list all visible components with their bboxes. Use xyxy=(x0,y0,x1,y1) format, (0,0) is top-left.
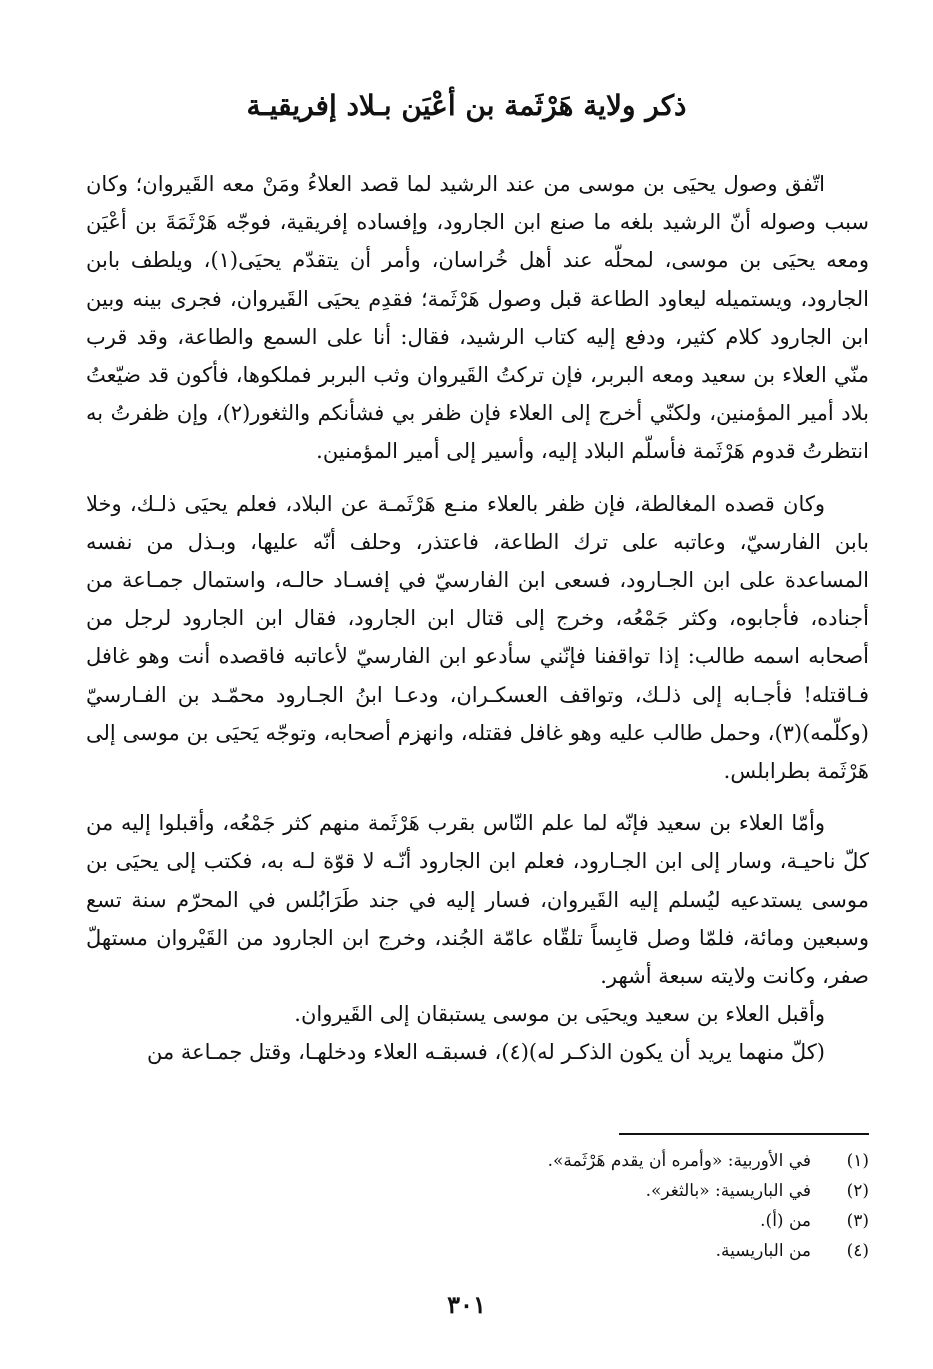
paragraph-4: وأقبل العلاء بن سعيد ويحيَى بن موسى يستبقان إلى القَيروان. xyxy=(294,1002,825,1027)
footnote-3 xyxy=(300,1206,869,1236)
footnote-1 xyxy=(300,1146,869,1176)
footnote-number: (١) xyxy=(846,1151,869,1171)
footnote-text: من الباريسية. xyxy=(715,1241,811,1261)
paragraph-3: وأمّا العلاء بن سعيد فإنّه لما علم النّاس بقرب هَرْثَمة منهم كثر جَمْعُه، وأقبلوا إليه من كلّ ناحيـة، وسار إلى ابن الجـارود، فعلم ابن الجارود أنّـه لا قوّة لـه به، فكتب إلى يحيَى بن موسى يستدعيه ليُسلم إليه القَيروان، فسار إليه في جند طَرَابُلس في المحرّم سنة تسع وسبعين ومائة، فلمّا وصل قابِساً تلقّاه عامّة الجُند، وخرج ابن الجارود من القَيْروان مستهلّ صفر، وكانت ولايته سبعة أشهر. xyxy=(86,811,869,989)
paragraph-2: وكان قصده المغالطة، فإن ظفر بالعلاء منـع هَرْثَمـة عن البلاد، فعلم يحيَى ذلـك، وخلا بابن الفارسيّ، وعاتبه على ترك الطاعة، فاعتذر، وحلف أنّه عليها، وبـذل من نفسه المساعدة على ابن الجـارود، فسعى ابن الفارسيّ في إفسـاد حالـه، واستمال جمـاعة من أجناده، فأجابوه، وكثر جَمْعُه، وخرج إلى قتال ابن الجارود، فقال ابن الجارود لرجل من أصحابه اسمه طالب: إذا تواقفنا فإنّني سأدعو ابن الفارسيّ لأعاتبه فاقصده أنت وهو غافل فـاقتله! فأجـابه إلى ذلـك، وتواقف العسكـران، ودعـا ابنُ الجـارود محمّـد بن الفـارسيّ (وكلّمه)(٣)، وحمل طالب عليه وهو غافل فقتله، وانهزم أصحابه، وتوجّه يَحيَى بن موسى إلى هَرْثَمة بطرابلس. xyxy=(86,491,869,784)
paragraph-1: اتّفق وصول يحيَى بن موسى من عند الرشيد لما قصد العلاءُ ومَنْ معه القَيروان؛ وكان سبب وصوله أنّ الرشيد بلغه ما صنع ابن الجارود، وإفساده إفريقية، فوجّه هَرْثَمَةَ بن أعْيَن ومعه يحيَى بن موسى، لمحلّه عند أهل خُراسان، وأمر أن يتقدّم يحيَى(١)، ويلطف بابن الجارود، ويستميله ليعاود الطاعة قبل وصول هَرْثَمة؛ فقدِم يحيَى القَيروان، فجرى بينه وبين ابن الجارود كلام كثير، ودفع إليه كتاب الرشيد، فقال: أنا على السمع والطاعة، وقد قرب منّي العلاء بن سعيد ومعه البربر، فإن تركتُ القَيروان وثب البربر فملكوها، فأكون قد ضيّعتُ بلاد أمير المؤمنين، ولكنّي أخرج إلى العلاء فإن ظفر بي فشأنكم والثغور(٢)، وإن ظفرتُ به انتظرتُ قدوم هَرْثَمة فأسلّم البلاد إليه، وأسير إلى أمير المؤمنين. xyxy=(86,172,870,464)
footnotes-list xyxy=(300,1146,869,1266)
footnote-2 xyxy=(300,1176,869,1206)
footnote-text: في الباريسية: «بالثغر». xyxy=(645,1181,811,1201)
footnote-number: (٢) xyxy=(846,1181,869,1201)
page-number: ٣٠١ xyxy=(447,1290,486,1319)
body-text xyxy=(86,165,869,1072)
footnote-text: في الأوربية: «وأمره أن يقدم هَرْثَمة». xyxy=(547,1151,811,1171)
footnote-4 xyxy=(300,1236,869,1266)
footnote-divider xyxy=(619,1133,869,1135)
footnote-number: (٤) xyxy=(846,1241,869,1261)
paragraph-5: (كلّ منهما يريد أن يكون الذكـر له)(٤)، فسبقـه العلاء ودخلهـا، وقتل جمـاعة من xyxy=(146,1040,825,1065)
chapter-title: ذكر ولاية هَرْثَمة بن أعْيَن بـلاد إفريقيـة xyxy=(246,89,687,122)
footnote-text: من (أ). xyxy=(760,1211,811,1231)
footnote-number: (٣) xyxy=(846,1211,869,1231)
